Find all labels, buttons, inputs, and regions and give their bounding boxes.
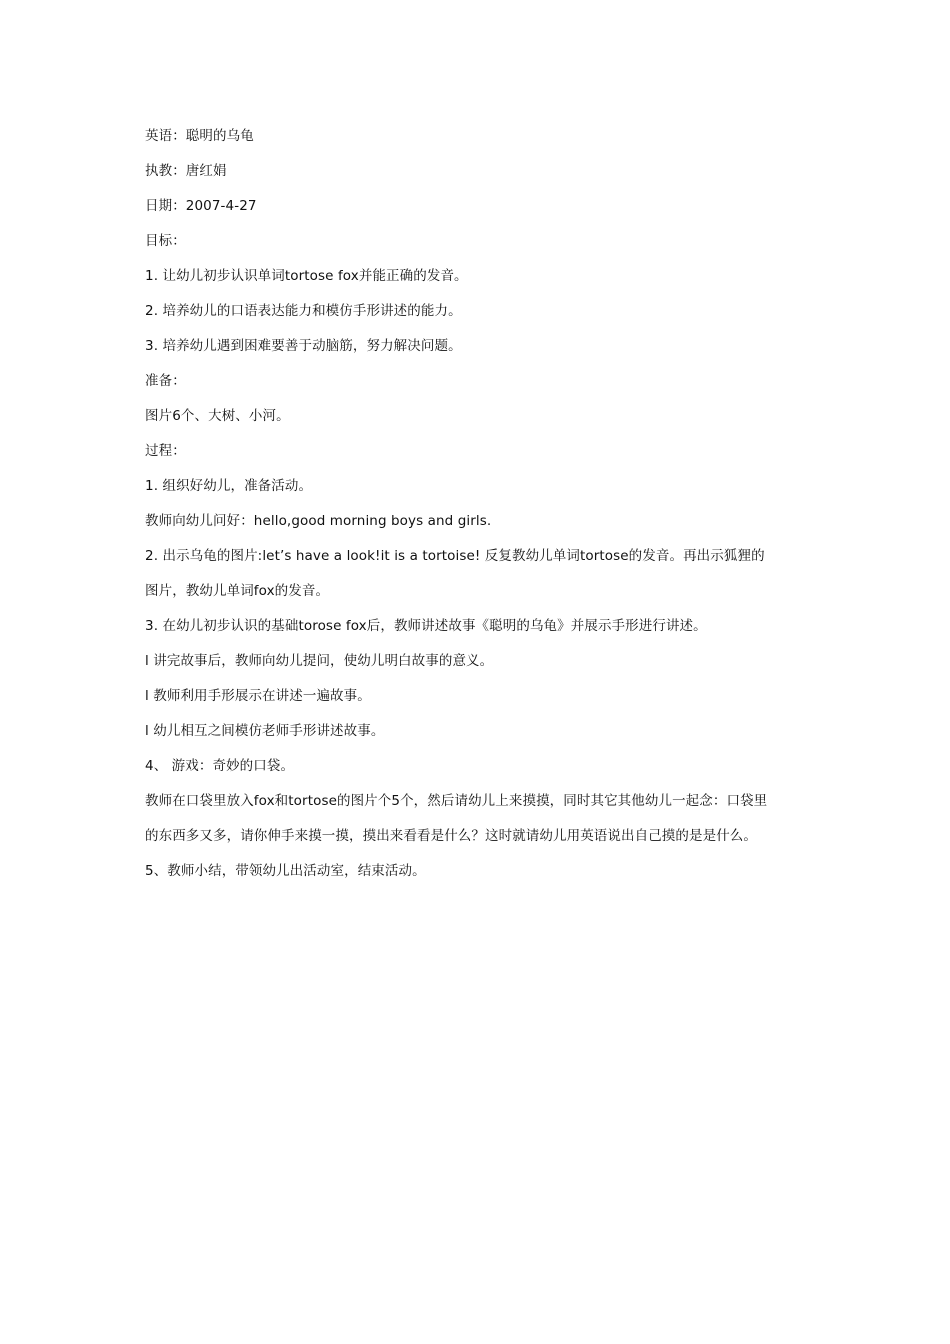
process-heading: 过程： [145, 443, 186, 459]
teacher-line: 执教：唐红娟 [145, 163, 227, 179]
bullet-item-2: l 教师利用手形展示在讲述一遍故事。 [145, 688, 371, 704]
preparation-heading: 准备： [145, 373, 186, 389]
process-step-4: 4、 游戏：奇妙的口袋。 [145, 758, 295, 774]
process-step-5: 5、教师小结，带领幼儿出活动室，结束活动。 [145, 863, 426, 879]
process-greeting: 教师向幼儿问好：hello,good morning boys and girls. [145, 513, 492, 529]
goal-item-1: 1. 让幼儿初步认识单词tortose fox并能正确的发音。 [145, 268, 468, 284]
game-description-line-2: 的东西多又多，请你伸手来摸一摸，摸出来看看是什么？这时就请幼儿用英语说出自己摸的是是什么。 [145, 828, 757, 844]
process-step-2-line-2: 图片，教幼儿单词fox的发音。 [145, 583, 330, 599]
goal-item-3: 3. 培养幼儿遇到困难要善于动脑筋，努力解决问题。 [145, 338, 462, 354]
process-step-3: 3. 在幼儿初步认识的基础torose fox后，教师讲述故事《聪明的乌龟》并展示手形进行讲述。 [145, 618, 707, 634]
process-step-2-line-1: 2. 出示乌龟的图片:let’s have a look!it is a tortoise! 反复教幼儿单词tortose的发音。再出示狐狸的 [145, 548, 765, 564]
lesson-title: 英语：聪明的乌龟 [145, 128, 254, 144]
goals-heading: 目标： [145, 233, 186, 249]
bullet-item-1: l 讲完故事后，教师向幼儿提问，使幼儿明白故事的意义。 [145, 653, 494, 669]
process-step-1: 1. 组织好幼儿，准备活动。 [145, 478, 313, 494]
preparation-text: 图片6个、大树、小河。 [145, 408, 290, 424]
document-body [145, 126, 815, 896]
date-line: 日期：2007-4-27 [145, 198, 257, 214]
bullet-item-3: l 幼儿相互之间模仿老师手形讲述故事。 [145, 723, 385, 739]
game-description-line-1: 教师在口袋里放入fox和tortose的图片个5个，然后请幼儿上来摸摸，同时其它其他幼儿一起念：口袋里 [145, 793, 768, 809]
goal-item-2: 2. 培养幼儿的口语表达能力和模仿手形讲述的能力。 [145, 303, 462, 319]
